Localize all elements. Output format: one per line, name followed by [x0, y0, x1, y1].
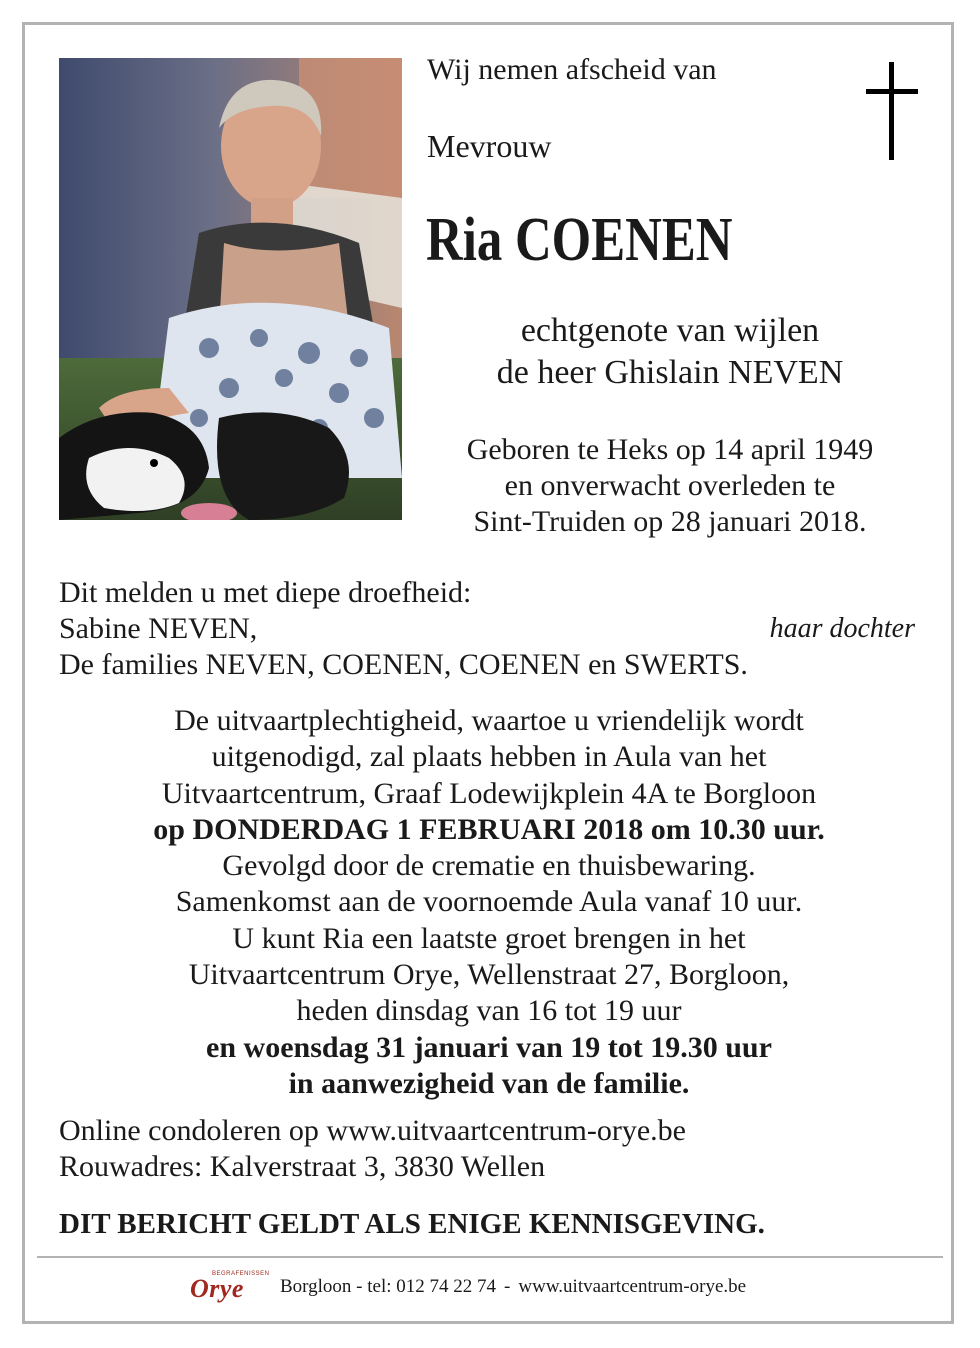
life-dates-block	[430, 432, 910, 540]
announcement-lead: Dit melden u met diepe droefheid:	[59, 576, 472, 609]
relative-role: haar dochter	[769, 613, 915, 644]
ceremony-line: Uitvaartcentrum, Graaf Lodewijkplein 4A te Borgloon	[161, 776, 817, 810]
ceremony-line: U kunt Ria een laatste groet brengen in het	[232, 921, 746, 955]
logo-tagline: BEGRAFENISSEN	[212, 1271, 270, 1277]
ceremony-date-line: op DONDERDAG 1 FEBRUARI 2018 om 10.30 uur.	[153, 812, 825, 846]
logo-word: Orye	[190, 1274, 244, 1303]
ceremony-line: Uitvaartcentrum Orye, Wellenstraat 27, Borgloon,	[188, 958, 790, 992]
portrait-photo	[59, 58, 402, 520]
honorific-title: Mevrouw	[427, 128, 552, 164]
visitation-line: en woensdag 31 januari van 19 tot 19.30 uur	[206, 1030, 772, 1064]
ceremony-line: uitgenodigd, zal plaats hebben in Aula van het	[211, 740, 767, 774]
contact-block	[59, 1113, 686, 1185]
deceased-name: Ria COENEN	[426, 206, 733, 274]
ceremony-line: Samenkomst aan de voornoemde Aula vanaf 10 uur.	[175, 885, 803, 919]
families-line: De families NEVEN, COENEN, COENEN en SWERTS.	[59, 648, 748, 681]
spouse-line: echtgenote van wijlen	[520, 312, 820, 349]
orye-logo	[190, 1271, 270, 1303]
footer-bar	[190, 1270, 746, 1304]
visitation-line: in aanwezigheid van de familie.	[288, 1066, 690, 1100]
death-place-line: Sint-Truiden op 28 januari 2018.	[473, 505, 867, 538]
online-condolence-line: Online condoleren op www.uitvaartcentrum-orye.be	[59, 1114, 686, 1147]
relative-name: Sabine NEVEN,	[59, 612, 258, 645]
sole-notice: DIT BERICHT GELDT ALS ENIGE KENNISGEVING.	[59, 1208, 765, 1240]
ceremony-line: heden dinsdag van 16 tot 19 uur	[296, 994, 682, 1028]
birth-line: Geboren te Heks op 14 april 1949	[466, 433, 874, 466]
spouse-line: de heer Ghislain NEVEN	[496, 354, 844, 391]
footer-phone: Borgloon - tel: 012 74 22 74	[280, 1276, 497, 1297]
intro-text: Wij nemen afscheid van	[427, 53, 717, 86]
mourning-address-line: Rouwadres: Kalverstraat 3, 3830 Wellen	[59, 1150, 546, 1183]
family-announcement	[59, 575, 919, 683]
ceremony-line: Gevolgd door de crematie en thuisbewaring.	[222, 849, 756, 883]
spouse-block	[430, 310, 910, 394]
ceremony-line: De uitvaartplechtigheid, waartoe u vriendelijk wordt	[174, 704, 804, 737]
footer-website[interactable]: www.uitvaartcentrum-orye.be	[518, 1276, 747, 1297]
latin-cross-icon	[862, 62, 922, 160]
footer-divider	[37, 1256, 943, 1258]
death-line: en onverwacht overleden te	[504, 469, 836, 502]
ceremony-block	[59, 703, 919, 1102]
footer-separator: -	[504, 1276, 511, 1297]
relative-row	[59, 611, 919, 647]
